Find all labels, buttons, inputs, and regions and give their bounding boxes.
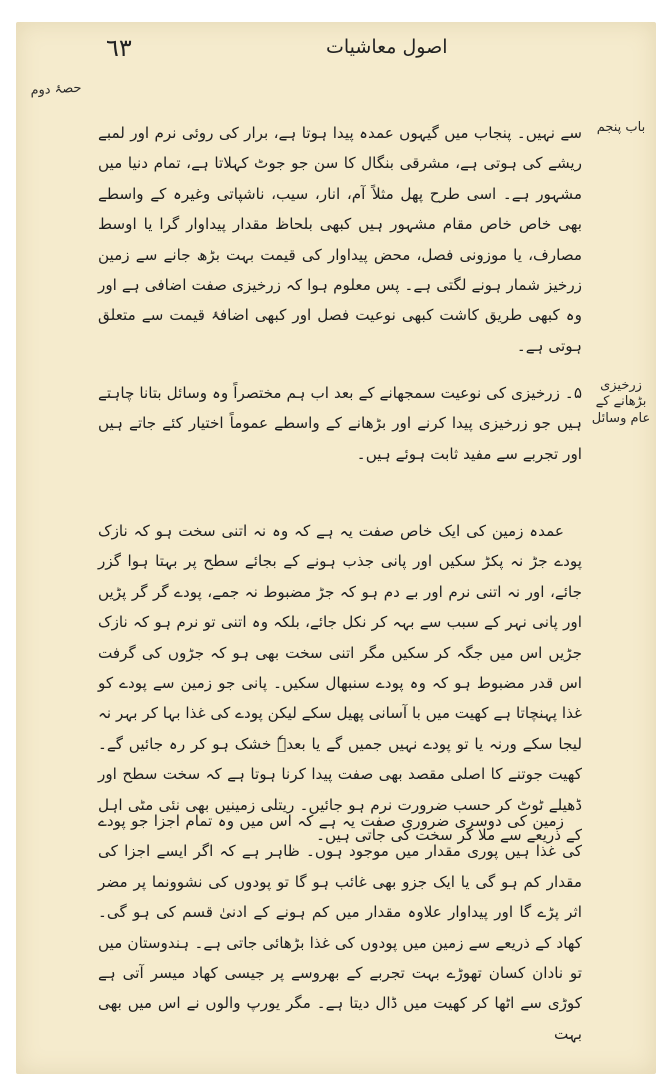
paragraph-text: سے نہیں۔ پنجاب میں گیہوں عمدہ پیدا ہوتا ہے، برار کی روئی نرم اور لمبے ریشے کی ہوتی ہے، مشرقی بنگال کا سن جو جوٹ کہلاتا ہے، تمام دنیا میں مشہور ہے۔ اسی طرح پھل مثلاً آم، انار، سیب، ناشپاتی وغیرہ کے واسطے بھی خاص خاص مقام مشہور ہیں کبھی بلحاظ مقدار پیداوار گرا یا اوسط مصارف، یا موزونی فصل، محض پیداوار کی قیمت بہت بڑھ جانے سے زمین زرخیز شمار ہونے لگتی ہے۔ پس معلوم ہوا کہ زرخیزی صفت اضافی ہے اور وہ کبھی طریق کاشت کبھی نوعیت فصل اور کبھی اضافۂ قیمت سے متعلق ہوتی ہے۔ [98, 124, 582, 355]
paragraph-text: عمدہ زمین کی ایک خاص صفت یہ ہے کہ وہ نہ اتنی سخت ہو کہ نازک پودے جڑ نہ پکڑ سکیں اور پانی جذب ہونے کے بجائے سطح پر بہتا ہوا گزر جائے، اور نہ اتنی نرم اور بے دم ہو کہ جڑ مضبوط نہ جمے، پودے گر گر پڑیں اور پانی نہر کے سبب سے بہہ کر نکل جائے، بلکہ وہ اتنی تو نرم ہو کہ نازک جڑیں اس میں جگہ کر سکیں مگر اتنی سخت بھی ہو کہ جڑوں کی گرفت اس قدر مضبوط ہو کہ وہ پودے سنبھال سکیں۔ پانی جو زمین سے پودے کو غذا پہنچاتا ہے کھیت میں با آسانی پھیل سکے لیکن پودے کی غذا بہا کر بہر نہ لیجا سکے ورنہ یا تو پودے نہیں جمیں گے یا بعدہٗ خشک ہو کر رہ جائیں گے۔ کھیت جوتنے کا اصلی مقصد بھی صفت پیدا کرنا ہوتا ہے کہ سخت سطح اور ڈھیلے ٹوٹ کر حسب ضرورت نرم ہو جائیں۔ ریتلی زمینیں بھی نئی مٹی اہل کے ذریعے سے ملا کر سخت کی جاتی ہیں۔ [98, 522, 582, 845]
paragraph-1 [98, 118, 582, 361]
running-head: اصول معاشیات [326, 36, 448, 58]
page-number: ٦٣ [106, 34, 132, 62]
margin-note-topic: زرخیزی بڑھانے کے عام وسائل [591, 378, 651, 426]
paragraph-3 [98, 516, 582, 850]
book-page [16, 22, 656, 1074]
paragraph-text: ۵۔ زرخیزی کی نوعیت سمجھانے کے بعد اب ہم مختصراً وہ وسائل بتانا چاہتے ہیں جو زرخیزی پیدا کرنے اور بڑھانے کے واسطے عموماً اختیار کئے جاتے ہیں اور تجربے سے مفید ثابت ہوئے ہیں۔ [98, 384, 582, 463]
margin-note-chapter: باب پنجم [596, 120, 646, 135]
paragraph-2 [98, 378, 582, 469]
paragraph-text: زمین کی دوسری ضروری صفت یہ ہے کہ اس میں وہ تمام اجزا جو پودے کی غذا ہیں پوری مقدار میں موجود ہوں۔ ظاہر ہے کہ اگر ایسے اجزا کی مقدار کم ہو گی یا ایک جزو بھی غائب ہو گا تو پودوں کی نشوونما پر مضر اثر پڑے گا اور پیداوار علاوہ مقدار میں کم ہونے کے ادنیٰ قسم کی ہو گی۔ کھاد کے ذریعے سے زمین میں پودوں کی غذا بڑھائی جاتی ہے۔ ہندوستان میں تو نادان کسان تھوڑے بہت تجربے کے بھروسے پر جیسی کھاد میسر آتی ہے کوڑی سے اٹھا کر کھیت میں ڈال دیتا ہے۔ مگر یورپ والوں نے اس میں بھی بہت [98, 812, 582, 1043]
paragraph-4 [98, 806, 582, 1049]
margin-note-section: حصۂ دوم [30, 80, 82, 99]
page-header [36, 32, 636, 70]
